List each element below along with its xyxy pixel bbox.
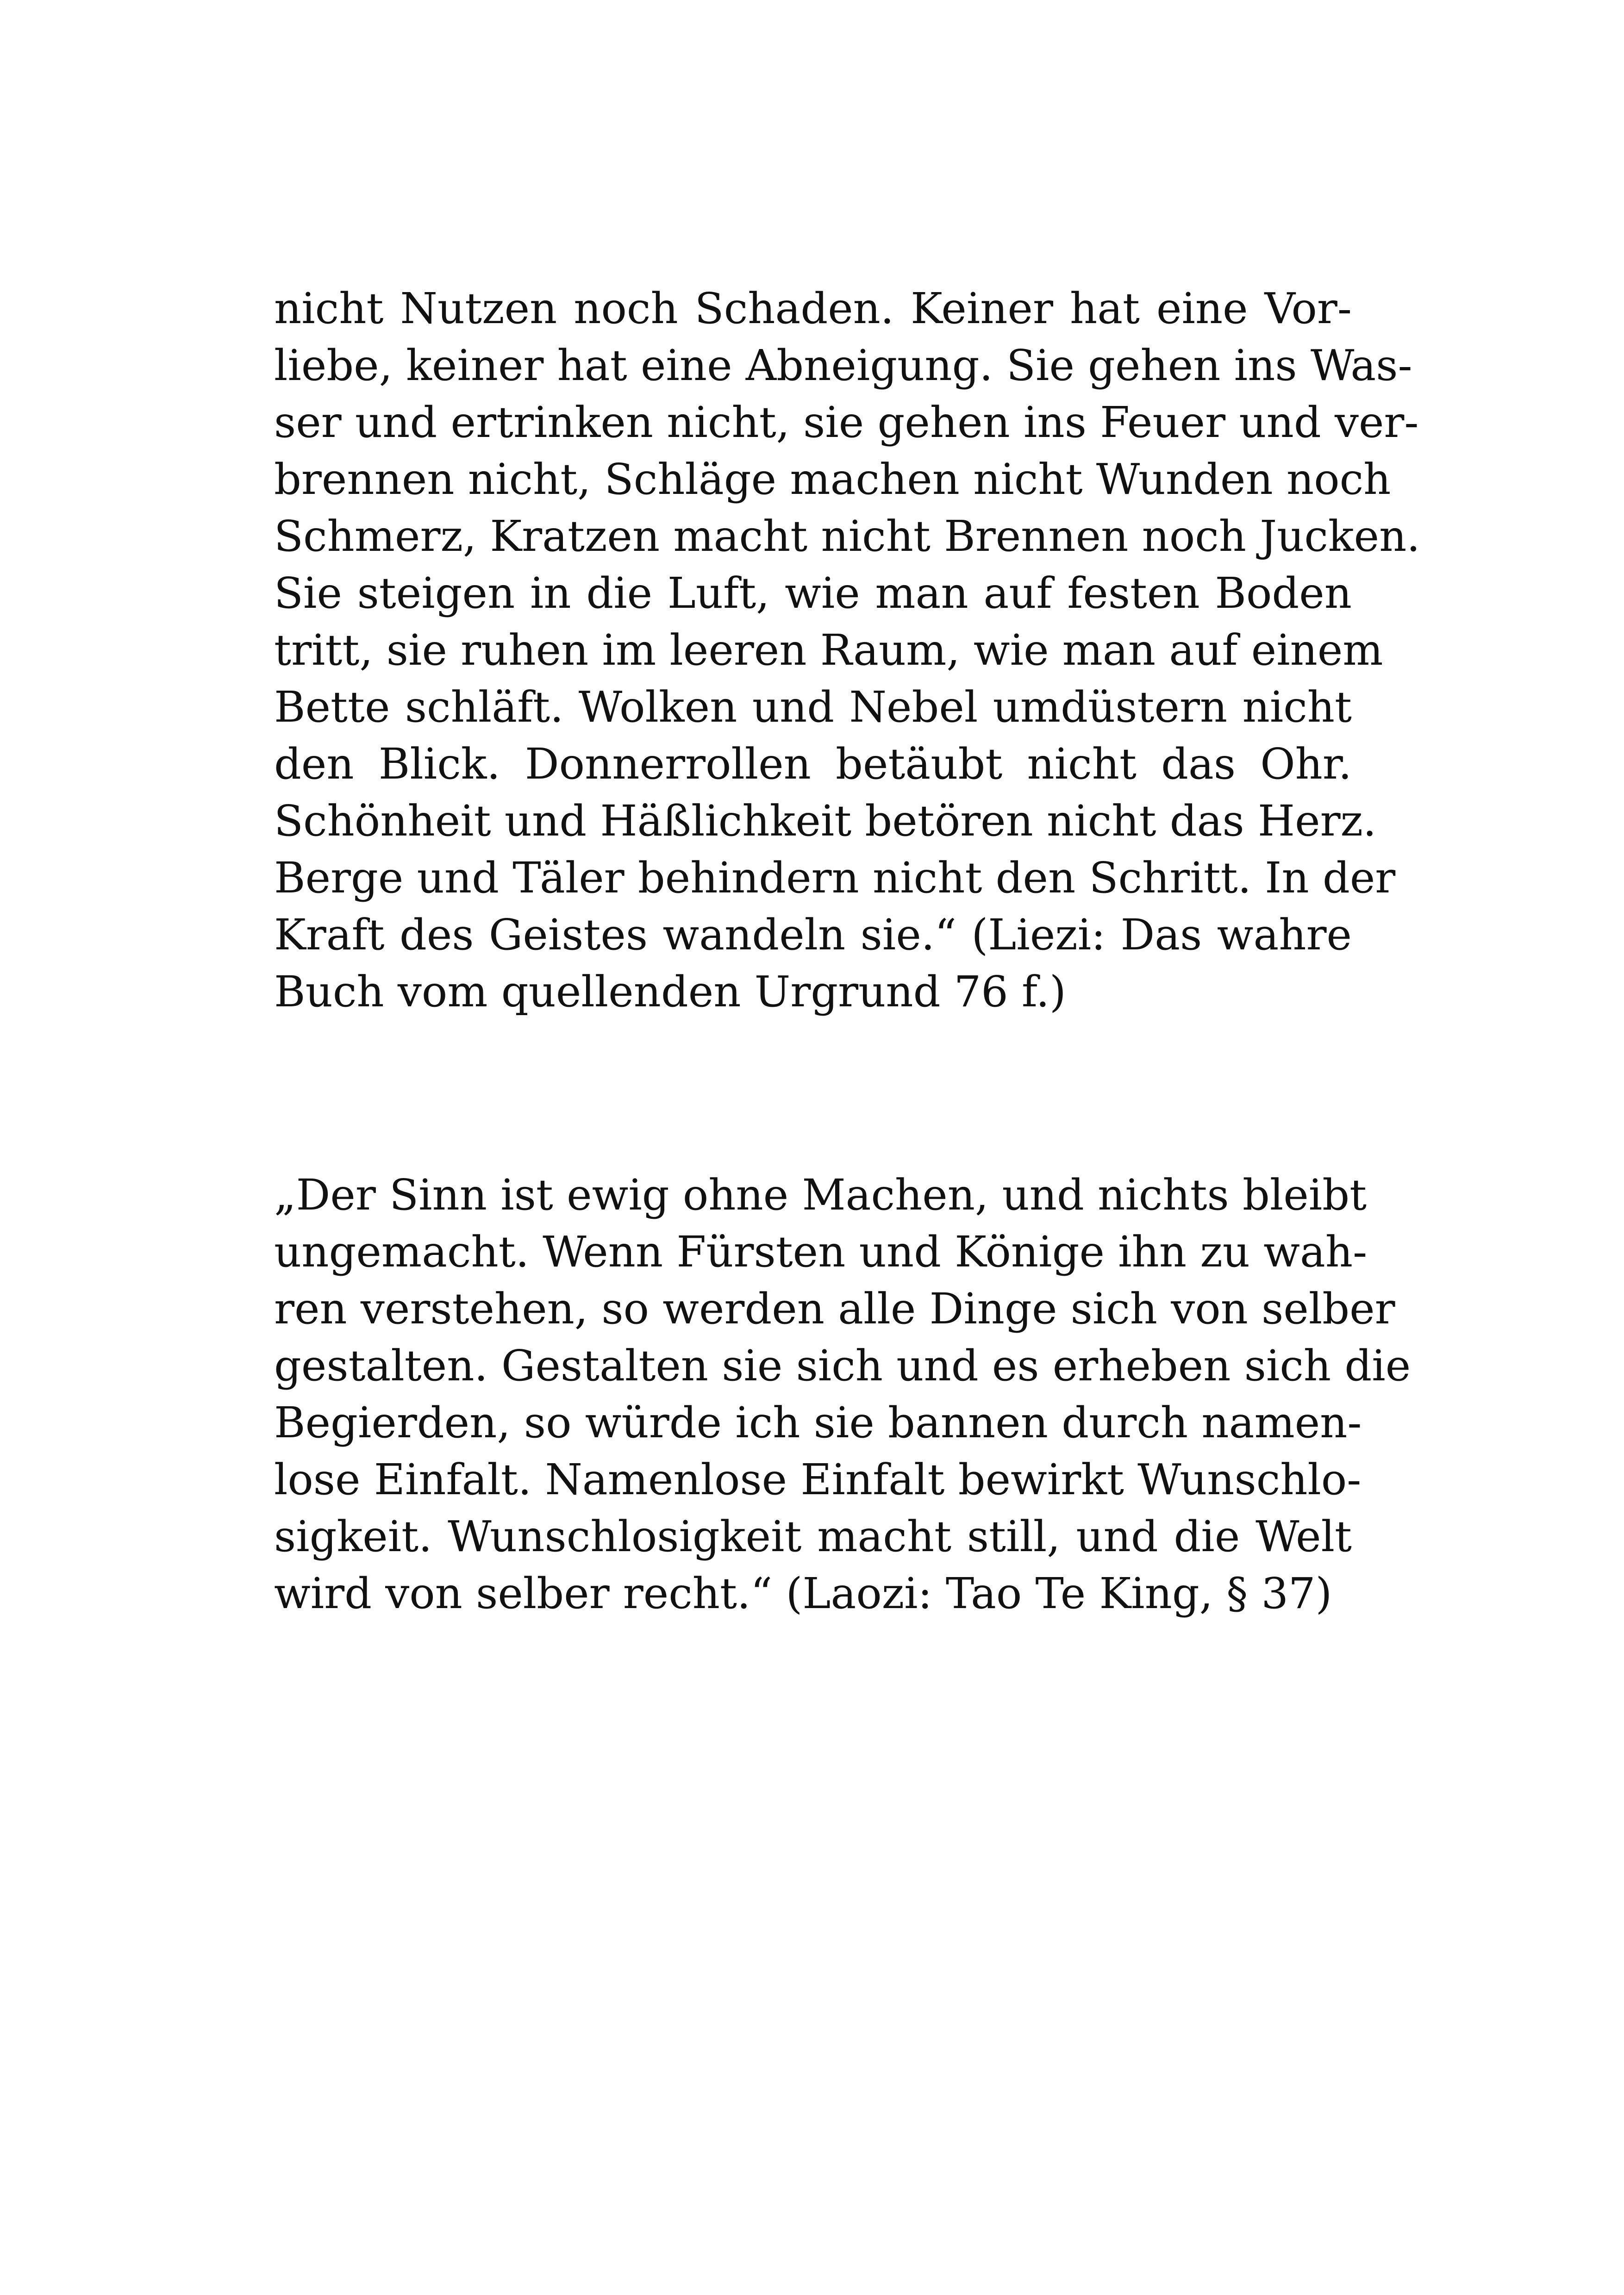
text-line: ungemacht. Wenn Fürsten und Könige ihn zu wah-: [274, 1227, 1368, 1277]
text-line: Begierden, so würde ich sie bannen durch namen-: [274, 1398, 1362, 1447]
text-line: Sie steigen in die Luft, wie man auf festen Boden: [274, 568, 1352, 618]
text-line: lose Einfalt. Namenlose Einfalt bewirkt Wunschlo-: [274, 1455, 1362, 1504]
text-line: Schmerz, Kratzen macht nicht Brennen noch Jucken.: [274, 511, 1420, 561]
text-line: „Der Sinn ist ewig ohne Machen, und nichts bleibt: [274, 1170, 1367, 1220]
text-line: tritt, sie ruhen im leeren Raum, wie man auf einem: [274, 625, 1383, 675]
text-line: Berge und Täler behindern nicht den Schritt. In der: [274, 853, 1396, 903]
text-line: Schönheit und Häßlichkeit betören nicht das Herz.: [274, 796, 1377, 846]
quote-paragraph-laozi: [274, 1166, 1411, 1622]
text-line: wird von selber recht.“ (Laozi: Tao Te King, § 37): [274, 1569, 1332, 1618]
text-line: nicht Nutzen noch Schaden. Keiner hat eine Vor-: [274, 284, 1352, 333]
text-line: Buch vom quellenden Urgrund 76 f.): [274, 967, 1066, 1017]
text-line: liebe, keiner hat eine Abneigung. Sie gehen ins Was-: [274, 341, 1412, 390]
text-line: brennen nicht, Schläge machen nicht Wunden noch: [274, 455, 1391, 504]
text-line: ser und ertrinken nicht, sie gehen ins Feuer und ver-: [274, 398, 1419, 447]
text-line: Kraft des Geistes wandeln sie.“ (Liezi: Das wahre: [274, 910, 1352, 960]
text-line: gestalten. Gestalten sie sich und es erheben sich die: [274, 1341, 1411, 1391]
text-line: Bette schläft. Wolken und Nebel umdüstern nicht: [274, 682, 1352, 732]
text-line: den Blick. Donnerrollen betäubt nicht das Ohr.: [274, 739, 1352, 789]
quote-paragraph-liezi: [274, 280, 1420, 1020]
text-line: sigkeit. Wunschlosigkeit macht still, und die Welt: [274, 1512, 1352, 1561]
text-line: ren verstehen, so werden alle Dinge sich von selber: [274, 1284, 1395, 1334]
